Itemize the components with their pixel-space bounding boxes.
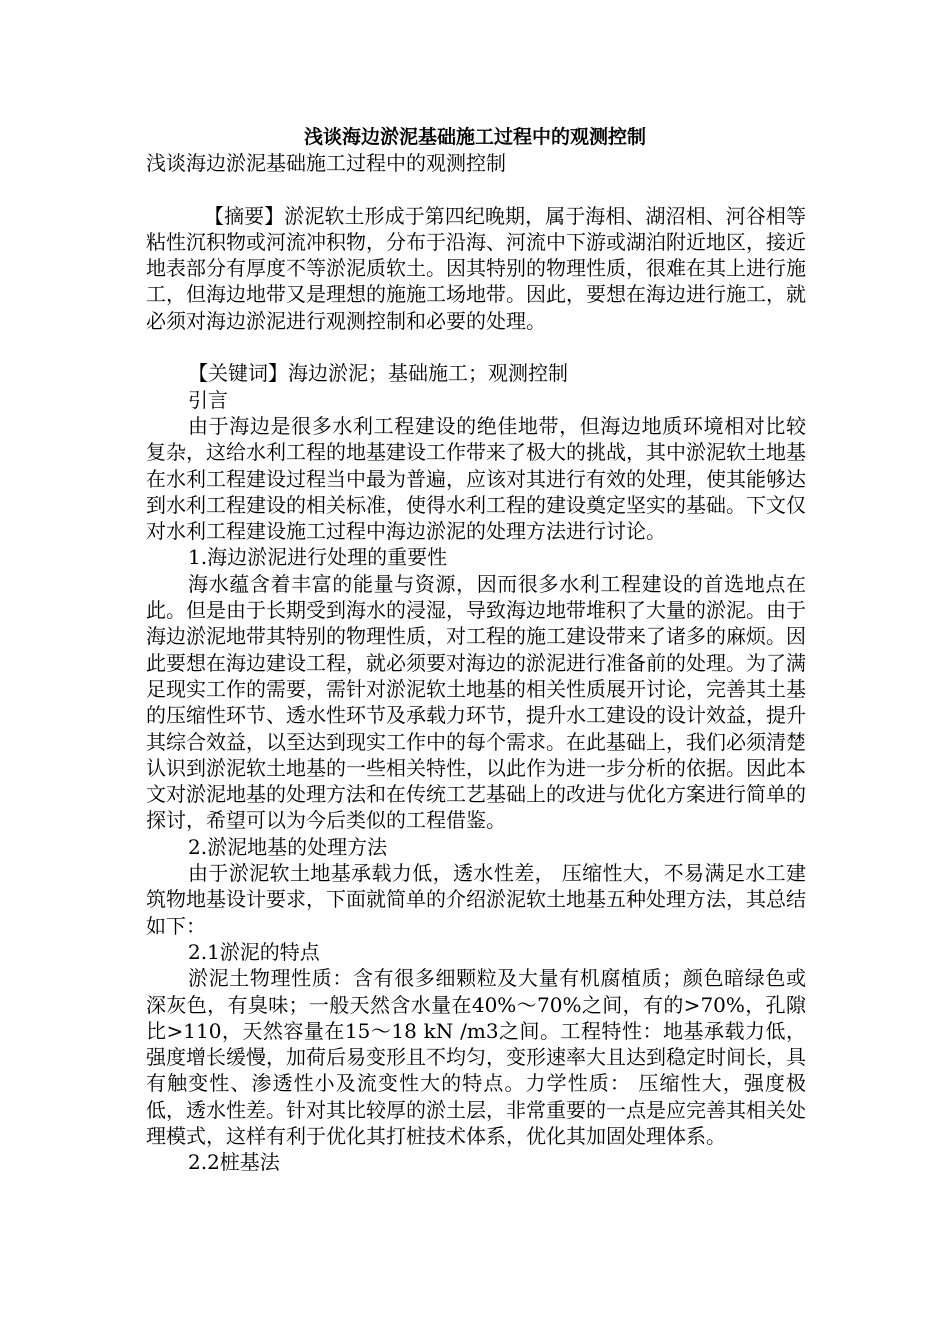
- section-2-1-heading: 2.1淤泥的特点: [188, 939, 320, 964]
- section-2-2-heading: 2.2桩基法: [188, 1150, 280, 1175]
- section-2-1-paragraph: 淤泥土物理性质：含有很多细颗粒及大量有机腐植质；颜色暗绿色或深灰色，有臭味；一般天然含水量在40%～70%之间，有的>70%，孔隙比>110，天然容量在15～18 kN /m3之间。工程特性：地基承载力低，强度增长缓慢，加荷后易变形且不均匀，变形速率大且达到稳定时间长，具有触变性、渗透性小及流变性大的特点。力学性质： 压缩性大，强度极低，透水性差。针对其比较厚的淤土层，非常重要的一点是应完善其相关处理模式，这样有利于优化其打桩技术体系，优化其加固处理体系。: [146, 966, 806, 1148]
- section-2-heading: 2.淤泥地基的处理方法: [188, 834, 388, 859]
- intro-heading: 引言: [188, 387, 228, 412]
- section-1-paragraph: 海水蕴含着丰富的能量与资源，因而很多水利工程建设的首选地点在此。但是由于长期受到海水的浸湿，导致海边地带堆积了大量的淤泥。由于海边淤泥地带其特别的物理性质，对工程的施工建设带来了诸多的麻烦。因此要想在海边建设工程，就必须要对海边的淤泥进行准备前的处理。为了满足现实工作的需要，需针对淤泥软土地基的相关性质展开讨论，完善其土基的压缩性环节、透水性环节及承载力环节，提升水工建设的设计效益，提升其综合效益，以至达到现实工作中的每个需求。在此基础上，我们必须清楚认识到淤泥软土地基的一些相关特性，以此作为进一步分析的依据。因此本文对淤泥地基的处理方法和在传统工艺基础上的改进与优化方案进行简单的探讨，希望可以为今后类似的工程借鉴。: [146, 571, 806, 833]
- abstract-paragraph: 【摘要】淤泥软土形成于第四纪晚期，属于海相、湖沼相、河谷相等粘性沉积物或河流冲积物，分布于沿海、河流中下游或湖泊附近地区，接近地表部分有厚度不等淤泥质软土。因其特别的物理性质，很难在其上进行施工，但海边地带又是理想的施施工场地带。因此，要想在海边进行施工，就必须对海边淤泥进行观测控制和必要的处理。: [146, 203, 806, 333]
- section-2-paragraph: 由于淤泥软土地基承载力低，透水性差， 压缩性大，不易满足水工建筑物地基设计要求，下面就简单的介绍淤泥软土地基五种处理方法，其总结如下：: [146, 861, 806, 938]
- blank-line: [146, 334, 806, 360]
- intro-paragraph: 由于海边是很多水利工程建设的绝佳地带，但海边地质环境相对比较复杂，这给水利工程的地基建设工作带来了极大的挑战，其中淤泥软土地基在水利工程建设过程当中最为普遍，应该对其进行有效的处理，使其能够达到水利工程建设的相关标准，使得水利工程的建设奠定坚实的基础。下文仅对水利工程建设施工过程中海边淤泥的处理方法进行讨论。: [146, 413, 806, 544]
- blank-line: [146, 176, 806, 202]
- section-1-heading: 1.海边淤泥进行处理的重要性: [188, 545, 448, 570]
- document-body: [146, 150, 806, 1176]
- document-subtitle: 浅谈海边淤泥基础施工过程中的观测控制: [146, 151, 506, 175]
- document-title: 浅谈海边淤泥基础施工过程中的观测控制: [303, 126, 646, 148]
- keywords-line: 【关键词】海边淤泥；基础施工；观测控制: [188, 361, 568, 386]
